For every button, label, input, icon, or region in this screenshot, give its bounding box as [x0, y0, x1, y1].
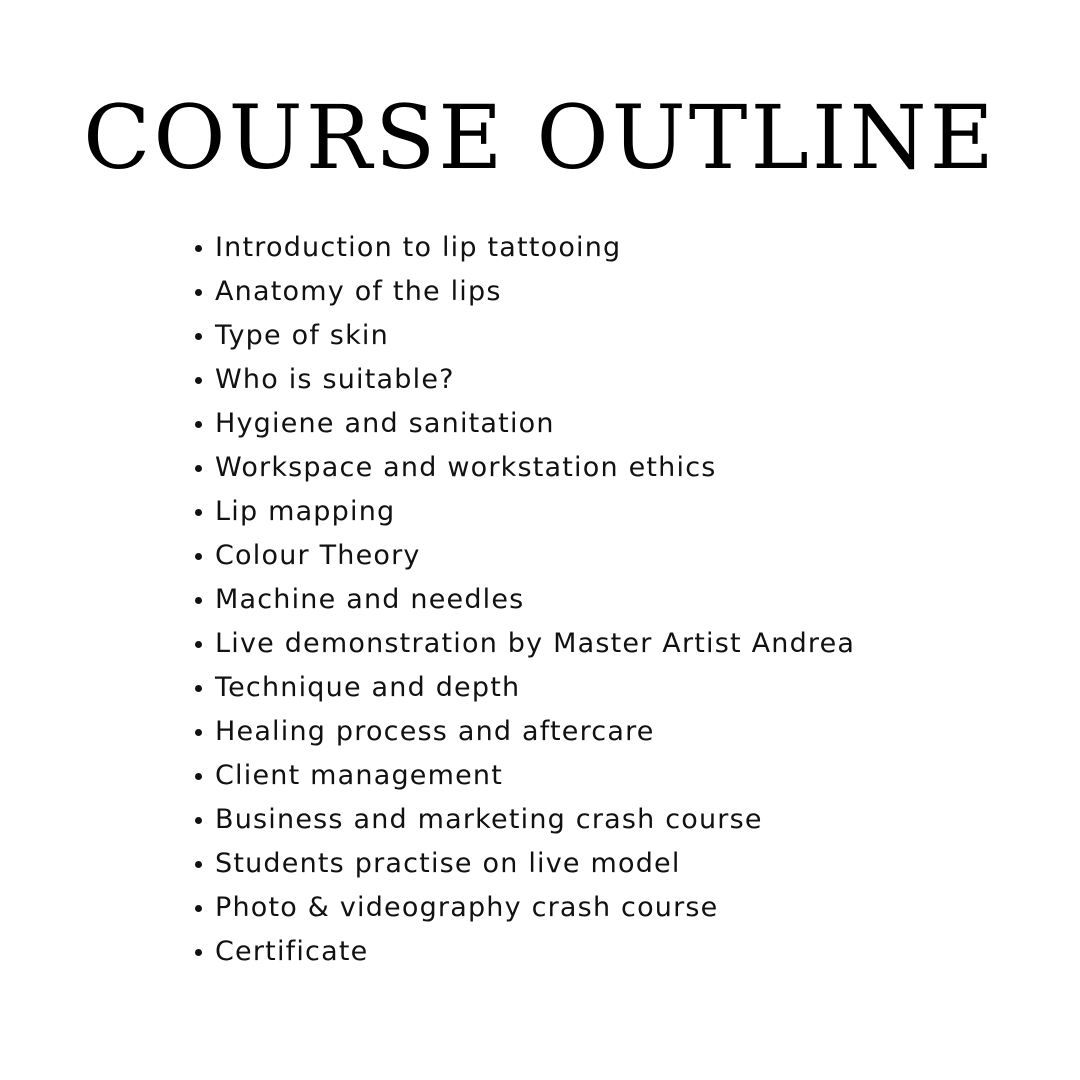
bullet-icon	[195, 377, 202, 384]
list-item	[192, 534, 855, 578]
list-item	[192, 270, 855, 314]
list-item-text: Live demonstration by Master Artist Andrea	[215, 628, 856, 659]
bullet-icon	[195, 421, 202, 428]
bullet-icon	[195, 817, 202, 824]
list-item-text: Certificate	[215, 936, 369, 967]
list-item-text: Lip mapping	[215, 496, 396, 527]
bullet-icon	[195, 245, 202, 252]
list-item-text: Type of skin	[215, 320, 389, 351]
bullet-icon	[195, 641, 202, 648]
list-item-text: Workspace and workstation ethics	[215, 452, 717, 483]
bullet-icon	[195, 597, 202, 604]
bullet-icon	[195, 289, 202, 296]
list-item-text: Technique and depth	[215, 672, 521, 703]
list-item	[192, 886, 855, 930]
outline-list	[192, 226, 855, 974]
bullet-icon	[195, 729, 202, 736]
list-item-text: Healing process and aftercare	[215, 716, 655, 747]
bullet-icon	[195, 509, 202, 516]
bullet-icon	[195, 465, 202, 472]
list-item	[192, 798, 855, 842]
list-item	[192, 226, 855, 270]
bullet-icon	[195, 553, 202, 560]
list-item-text: Students practise on live model	[215, 848, 681, 879]
bullet-icon	[195, 773, 202, 780]
list-item	[192, 754, 855, 798]
list-item-text: Anatomy of the lips	[215, 276, 502, 307]
list-item-text: Colour Theory	[215, 540, 421, 571]
bullet-icon	[195, 905, 202, 912]
list-item	[192, 710, 855, 754]
list-item	[192, 358, 855, 402]
list-item-text: Machine and needles	[215, 584, 525, 615]
list-item-text: Business and marketing crash course	[215, 804, 763, 835]
list-item	[192, 402, 855, 446]
bullet-icon	[195, 333, 202, 340]
list-item-text: Hygiene and sanitation	[215, 408, 555, 439]
list-item	[192, 930, 855, 974]
bullet-icon	[195, 685, 202, 692]
page-title: COURSE OUTLINE	[83, 86, 997, 189]
list-item	[192, 622, 855, 666]
list-item-text: Photo & videography crash course	[215, 892, 719, 923]
list-item-text: Client management	[215, 760, 504, 791]
bullet-icon	[195, 949, 202, 956]
list-item	[192, 446, 855, 490]
list-item-text: Introduction to lip tattooing	[215, 232, 622, 263]
list-item	[192, 314, 855, 358]
list-item-text: Who is suitable?	[215, 364, 455, 395]
list-item	[192, 578, 855, 622]
list-item	[192, 666, 855, 710]
list-item	[192, 842, 855, 886]
bullet-icon	[195, 861, 202, 868]
list-item	[192, 490, 855, 534]
